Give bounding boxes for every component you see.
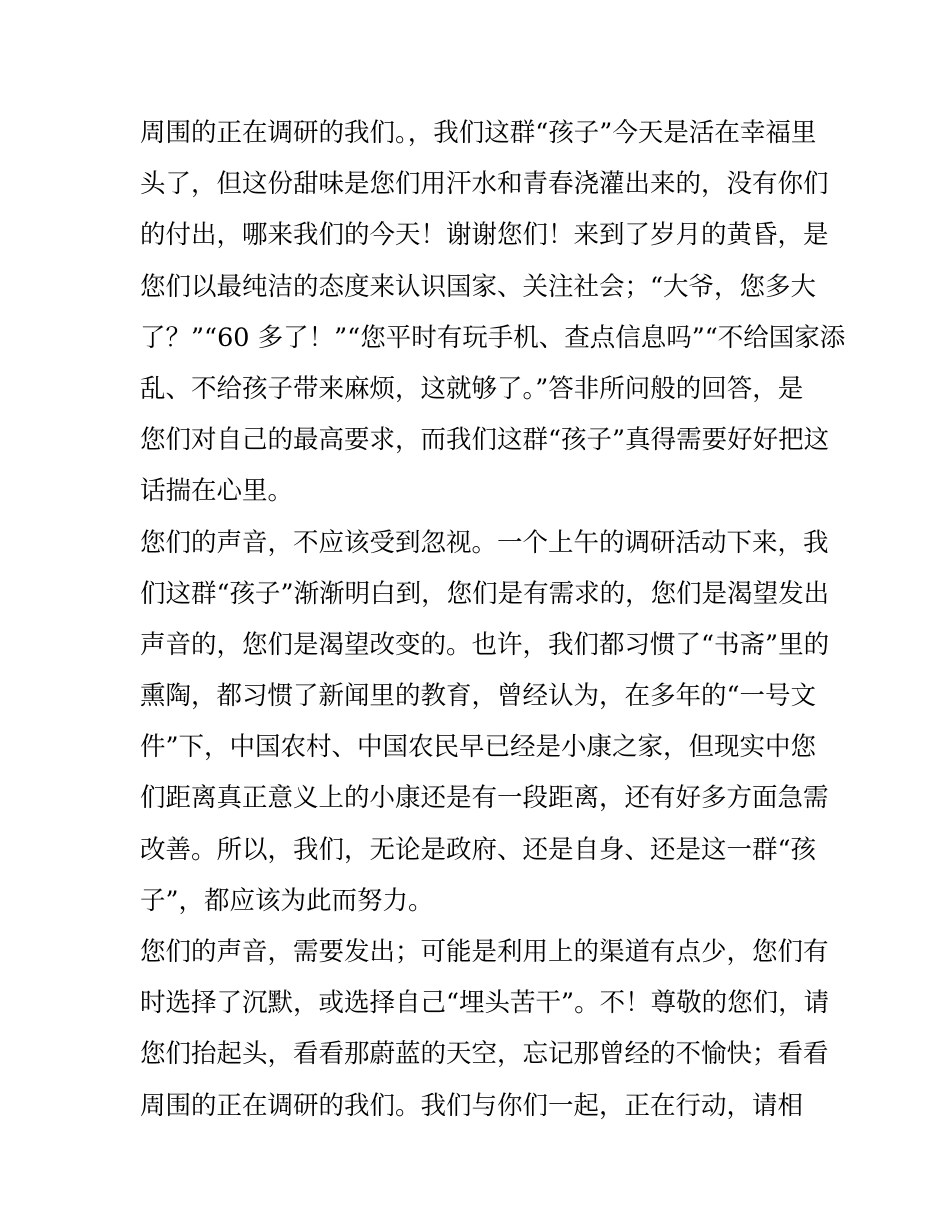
- text-line-13: 件”下，中国农村、中国农民早已经是小康之家，但现实中您: [140, 732, 817, 763]
- text-line-16: 子”，都应该为此而努力。: [140, 885, 434, 916]
- text-line-20: 周围的正在调研的我们。我们与你们一起，正在行动，请相: [140, 1090, 804, 1121]
- text-line-12: 熏陶，都习惯了新闻里的教育，曾经认为，在多年的“一号文: [140, 681, 817, 712]
- text-line-4: 您们以最纯洁的态度来认识国家、关注社会；“大爷，您多大: [140, 271, 817, 302]
- text-line-2: 头了，但这份甜味是您们用汗水和青春浇灌出来的，没有你们: [140, 169, 829, 200]
- text-line-15: 改善。所以，我们，无论是政府、还是自身、还是这一群“孩: [140, 834, 817, 865]
- text-line-17: 您们的声音，需要发出；可能是利用上的渠道有点少，您们有: [140, 937, 829, 967]
- text-line-1: 周围的正在调研的我们。，我们这群“孩子”今天是活在幸福里: [140, 118, 817, 148]
- text-line-7: 您们对自己的最高要求，而我们这群“孩子”真得需要好好把这: [140, 425, 830, 456]
- text-line-10: 们这群“孩子”渐渐明白到，您们是有需求的，您们是渴望发出: [140, 578, 830, 609]
- body-text: [140, 108, 846, 1132]
- text-line-18: 时选择了沉默，或选择自己“埋头苦干”。不！尊敬的您们，请: [140, 988, 830, 1019]
- text-line-19: 您们抬起头，看看那蔚蓝的天空，忘记那曾经的不愉快；看看: [140, 1039, 829, 1070]
- text-line-3: 的付出，哪来我们的今天！谢谢您们！来到了岁月的黄昏，是: [140, 220, 829, 251]
- text-line-14: 们距离真正意义上的小康还是有一段距离，还有好多方面急需: [140, 783, 829, 814]
- text-line-6: 乱、不给孩子带来麻烦，这就够了。”答非所问般的回答，是: [140, 373, 804, 404]
- text-line-11: 声音的，您们是渴望改变的。也许，我们都习惯了“书斋”里的: [140, 629, 830, 660]
- text-line-9: 您们的声音，不应该受到忽视。一个上午的调研活动下来，我: [140, 527, 829, 558]
- text-line-8: 话揣在心里。: [140, 476, 294, 507]
- text-line-5: 了？”“60 多了！”“您平时有玩手机、查点信息吗”“不给国家添: [140, 322, 846, 353]
